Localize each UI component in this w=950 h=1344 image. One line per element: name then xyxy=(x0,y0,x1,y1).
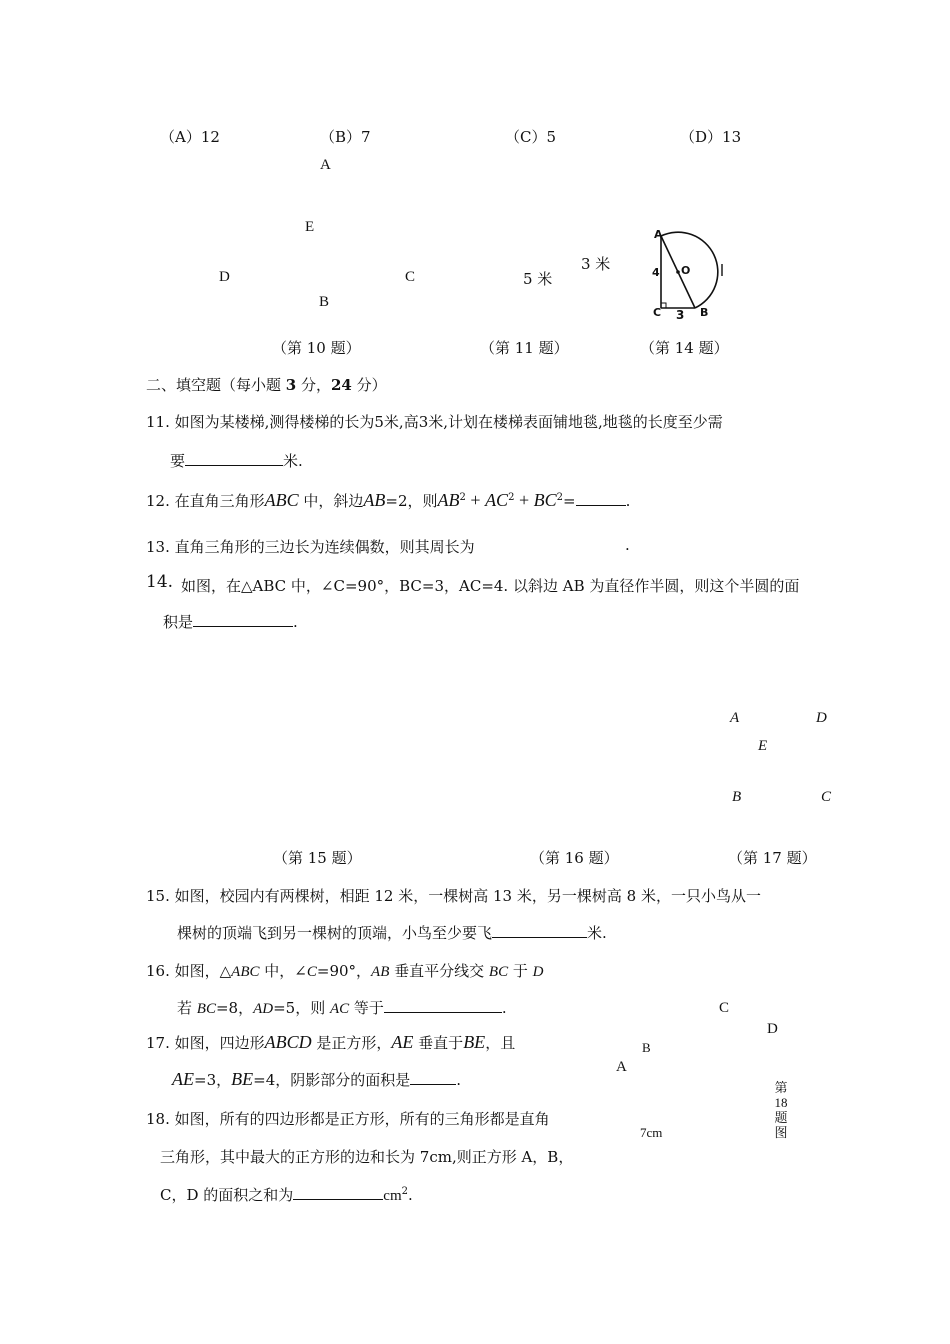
q16-t2a: 若 xyxy=(177,999,197,1017)
fig14-label-c: C xyxy=(653,306,662,319)
q11-blank xyxy=(185,464,283,466)
fig14-center xyxy=(676,270,680,274)
fig18-caption-2: 18 xyxy=(774,1095,788,1110)
fig10-label-d: D xyxy=(219,269,230,285)
q18-blank xyxy=(293,1199,383,1200)
fig18-label-c: C xyxy=(719,1000,730,1016)
q17-t2: 垂直于 xyxy=(413,1034,464,1052)
q12-t1: 中，斜边 xyxy=(298,492,364,510)
fig18-label-d: D xyxy=(767,1021,778,1037)
q12-bc: BC xyxy=(533,490,557,510)
q16-bc2: BC xyxy=(196,1001,216,1017)
section-heading xyxy=(146,374,387,395)
q16-ab: AB xyxy=(371,964,390,980)
q17-ae2: AE xyxy=(172,1069,194,1089)
q11-text-b: 米. xyxy=(283,452,303,470)
q12-abc: ABC xyxy=(264,490,299,510)
choice-a: （A）12 xyxy=(160,128,220,146)
fig11-label-5m: 5 米 xyxy=(523,270,553,288)
fig17-label-e: E xyxy=(758,738,768,754)
section-prefix: 二、填空题（每小题 xyxy=(146,376,286,394)
q16-ac: AC xyxy=(329,1001,350,1017)
q18-line2: 三角形，其中最大的正方形的边和长为 7cm,则正方形 A，B， xyxy=(160,1148,574,1166)
q14-text-a: 积是 xyxy=(163,613,194,631)
section-score: 3 xyxy=(285,376,297,394)
section-mid: 分， xyxy=(296,376,331,394)
caption-fig17: （第 17 题） xyxy=(728,849,817,867)
fig18-caption xyxy=(773,1080,789,1140)
q12-end: . xyxy=(625,492,631,510)
q11-line2 xyxy=(170,450,303,471)
q15-text-b: 米. xyxy=(587,924,607,942)
q16-t2c: =5，则 xyxy=(273,999,330,1017)
q16-d: D xyxy=(532,964,544,980)
fig17-label-d: D xyxy=(816,710,827,726)
q17-t1: 是正方形， xyxy=(311,1034,392,1052)
q12-ac: AC xyxy=(485,490,509,510)
q15-line1: 15. 如图，校园内有两棵树，相距 12 米，一棵树高 13 米，另一棵树高 8 米，一只小鸟从一 xyxy=(146,887,761,905)
q18-t3a: C，D 的面积之和为 xyxy=(160,1186,294,1204)
fig14-label-o: O xyxy=(681,264,691,277)
q12-line xyxy=(146,490,630,511)
q17-end: . xyxy=(456,1071,462,1089)
choice-b: （B）7 xyxy=(320,128,371,146)
q17-abcd: ABCD xyxy=(264,1032,312,1052)
fig14-label-4: 4 xyxy=(652,266,660,279)
q16-t2d: 等于 xyxy=(349,999,384,1017)
q12-plus2: + xyxy=(514,490,534,510)
q16-c: C xyxy=(306,964,317,980)
q18-line3 xyxy=(160,1184,413,1205)
q16-t1d: 垂直平分线交 xyxy=(389,962,489,980)
q12-sq3: 2 xyxy=(556,492,563,503)
q14-line1: 如图，在△ABC 中，∠C=90°，BC=3，AC=4. 以斜边 AB 为直径作半圆，则这个半圆的面 xyxy=(181,577,800,595)
caption-fig10: （第 10 题） xyxy=(272,339,361,357)
q16-t2b: =8， xyxy=(215,999,254,1017)
q13-end: . xyxy=(625,536,630,554)
q12-num: 12. 在直角三角形 xyxy=(146,492,265,510)
choice-d: （D）13 xyxy=(680,128,742,146)
q12-t2: =2，则 xyxy=(385,492,438,510)
q18-line1: 18. 如图，所有的四边形都是正方形，所有的三角形都是直角 xyxy=(146,1110,550,1128)
q17-line1 xyxy=(146,1032,515,1053)
caption-fig16: （第 16 题） xyxy=(530,849,619,867)
q17-ae: AE xyxy=(391,1032,414,1052)
fig18-label-7cm: 7cm xyxy=(640,1125,663,1140)
q12-blank xyxy=(576,504,626,506)
fig18-label-a: A xyxy=(616,1059,627,1075)
q14-blank xyxy=(193,625,293,627)
q18-sq: 2 xyxy=(401,1186,408,1197)
q16-bc: BC xyxy=(488,964,509,980)
choice-c: （C）5 xyxy=(505,128,557,146)
q11-line1: 11. 如图为某楼梯,测得楼梯的长为5米,高3米,计划在楼梯表面铺地毯,地毯的长度至少需 xyxy=(146,413,723,431)
q12-sq2: 2 xyxy=(508,492,515,503)
q15-line2 xyxy=(177,922,607,943)
fig17-label-b: B xyxy=(732,789,742,805)
q14-text-b: . xyxy=(293,613,298,631)
fig18-caption-4: 图 xyxy=(774,1125,788,1140)
q12-plus1: + xyxy=(465,490,486,510)
q16-t2e: . xyxy=(501,999,507,1017)
q12-eq: = xyxy=(563,492,576,510)
fig10-label-b: B xyxy=(319,294,330,310)
q14-line2 xyxy=(163,611,298,632)
q12-ab: AB xyxy=(363,490,386,510)
q17-be: BE xyxy=(463,1032,486,1052)
q17-t4: =3， xyxy=(194,1071,232,1089)
q16-t1b: 中，∠ xyxy=(259,962,307,980)
fig14-label-a: A xyxy=(654,228,663,241)
fig10-label-a: A xyxy=(320,157,331,173)
fig18-caption-3: 题 xyxy=(774,1110,788,1125)
fig17-label-a: A xyxy=(730,710,740,726)
section-suffix: 分） xyxy=(351,376,387,394)
q16-line2 xyxy=(177,997,507,1018)
q16-t1e: 于 xyxy=(508,962,533,980)
q16-blank xyxy=(384,1012,502,1013)
q14-num: 14. xyxy=(146,572,174,592)
q12-ab2: AB xyxy=(437,490,460,510)
fig14-label-3: 3 xyxy=(676,308,685,322)
q17-t5: =4，阴影部分的面积是 xyxy=(253,1071,411,1089)
q11-text-a: 要 xyxy=(170,452,186,470)
fig18-label-b: B xyxy=(642,1040,651,1055)
q17-num: 17. 如图，四边形 xyxy=(146,1034,265,1052)
q17-blank xyxy=(410,1083,456,1085)
q15-blank xyxy=(492,936,587,938)
fig17-label-c: C xyxy=(821,789,832,805)
q17-t3: ，且 xyxy=(485,1034,516,1052)
q17-line2 xyxy=(172,1069,461,1090)
q15-text-a: 棵树的顶端飞到另一棵树的顶端，小鸟至少要飞 xyxy=(177,924,493,942)
fig18-caption-1: 第 xyxy=(774,1080,788,1095)
q18-end: . xyxy=(407,1186,413,1204)
q16-ad: AD xyxy=(253,1001,274,1017)
caption-fig11: （第 11 题） xyxy=(480,339,569,357)
caption-fig15: （第 15 题） xyxy=(273,849,362,867)
fig11-label-3m: 3 米 xyxy=(581,255,611,273)
caption-fig14: （第 14 题） xyxy=(640,339,729,357)
q12-sq1: 2 xyxy=(459,492,466,503)
fig10-label-c: C xyxy=(405,269,416,285)
q18-unit: cm xyxy=(383,1188,402,1204)
q13-text: 13. 直角三角形的三边长为连续偶数，则其周长为 xyxy=(146,538,475,556)
fig10-label-e: E xyxy=(305,219,315,235)
q17-be2: BE xyxy=(231,1069,254,1089)
section-total: 24 xyxy=(331,376,352,394)
q16-line1 xyxy=(146,960,543,981)
fig14-label-b: B xyxy=(700,306,709,319)
q16-t1c: =90°， xyxy=(316,962,372,980)
q16-abc: ABC xyxy=(231,964,260,980)
q16-t1a: 16. 如图，△ xyxy=(146,962,232,980)
